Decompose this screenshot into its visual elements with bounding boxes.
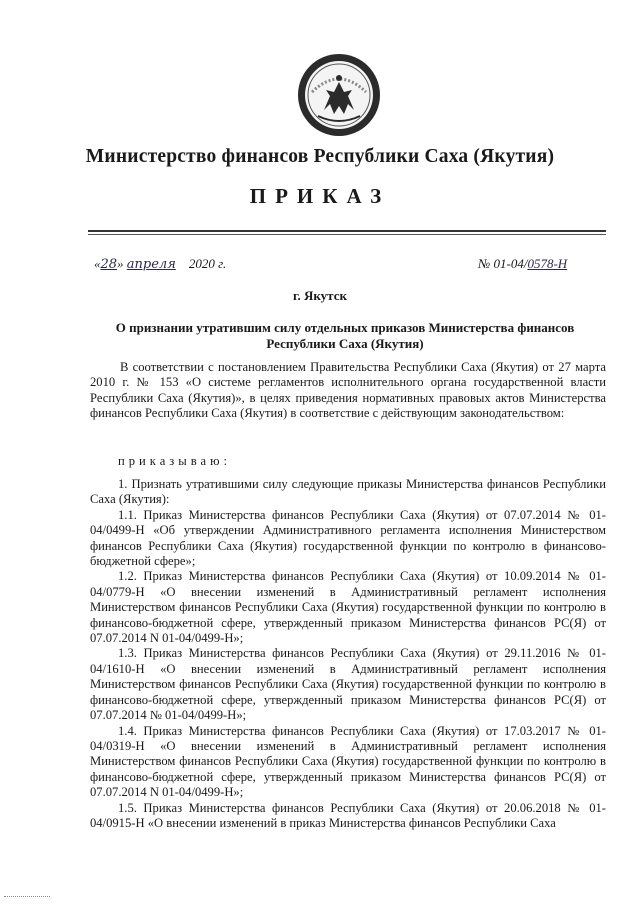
date-open-quote: « — [94, 256, 101, 271]
point-1-4: 1.4. Приказ Министерства финансов Республики Саха (Якутия) от 17.03.2017 № 01-04/0319-Н «О внесении изменений в Административный регламент исполнения Министерством финансов Республики Саха (Якутия) государственной функции по контролю в финансово-бюджетной сфере, утвержденный приказом Министерства финансов РС(Я) от 07.07.2014 N 01-04/0499-Н»; — [90, 723, 606, 800]
date-month: апреля — [126, 257, 176, 272]
order-subject: О признании утратившим силу отдельных приказов Министерства финансов Республики Саха (Якутия) — [115, 320, 575, 351]
preamble-text: В соответствии с постановлением Правительства Республики Саха (Якутия) от 27 марта 2010 г. № 153 «О системе регламентов исполнительного органа государственной власти Республики Саха (Якутия)», в целях приведения нормативных правовых актов Министерства финансов Республики Саха (Якутия) в соответствие с действующим законодательством: — [90, 360, 606, 421]
orders-word: приказываю: — [118, 454, 232, 468]
footer-mark — [4, 896, 50, 897]
point-1-2: 1.2. Приказ Министерства финансов Республики Саха (Якутия) от 10.09.2014 № 01-04/0779-Н «О внесении изменений в Административный регламент исполнения Министерством финансов Республики Саха (Якутия) государственной функции по контролю в финансово-бюджетной сфере, утвержденный приказом Министерства финансов РС(Я) от 07.07.2014 N 01-04/0499-Н»; — [90, 569, 606, 646]
order-number — [478, 256, 567, 272]
order-number-prefix: № 01-04/ — [478, 256, 528, 271]
date-close-quote: » — [117, 256, 124, 271]
date-year: 2020 г. — [188, 256, 227, 271]
city: г. Якутск — [293, 288, 347, 303]
header-divider-thin — [88, 234, 606, 235]
point-1-3: 1.3. Приказ Министерства финансов Республики Саха (Якутия) от 29.11.2016 № 01-04/1610-Н «О внесении изменений в Административный регламент исполнения Министерством финансов Республики Саха (Якутия) государственной функции по контролю в финансово-бюджетной сфере, утвержденный приказом Министерства финансов РС(Я) от 07.07.2014 № 01-04/0499-Н»; — [90, 646, 606, 723]
order-date — [94, 256, 226, 272]
point-1-1: 1.1. Приказ Министерства финансов Республики Саха (Якутия) от 07.07.2014 № 01-04/0499-Н «Об утверждении Административного регламента исполнения Министерством финансов Республики Саха (Якутия) государственной функции по контролю в финансово-бюджетной сфере»; — [90, 507, 606, 569]
point-1: 1. Признать утратившими силу следующие приказы Министерства финансов Республики Саха (Якутия): — [90, 477, 606, 507]
coat-of-arms-emblem-icon — [296, 52, 382, 138]
order-points — [90, 477, 606, 831]
header-divider — [88, 230, 606, 232]
date-day: 28 — [100, 257, 118, 272]
ministry-title: Министерство финансов Республики Саха (Якутия) — [85, 146, 555, 167]
order-number-handwritten: 0578-Н — [527, 256, 568, 271]
point-1-5: 1.5. Приказ Министерства финансов Республики Саха (Якутия) от 20.06.2018 № 01-04/0915-Н «О внесении изменений в приказ Министерства финансов Республики Саха — [90, 800, 606, 830]
order-title: ПРИКАЗ — [249, 184, 391, 208]
preamble — [90, 360, 606, 422]
